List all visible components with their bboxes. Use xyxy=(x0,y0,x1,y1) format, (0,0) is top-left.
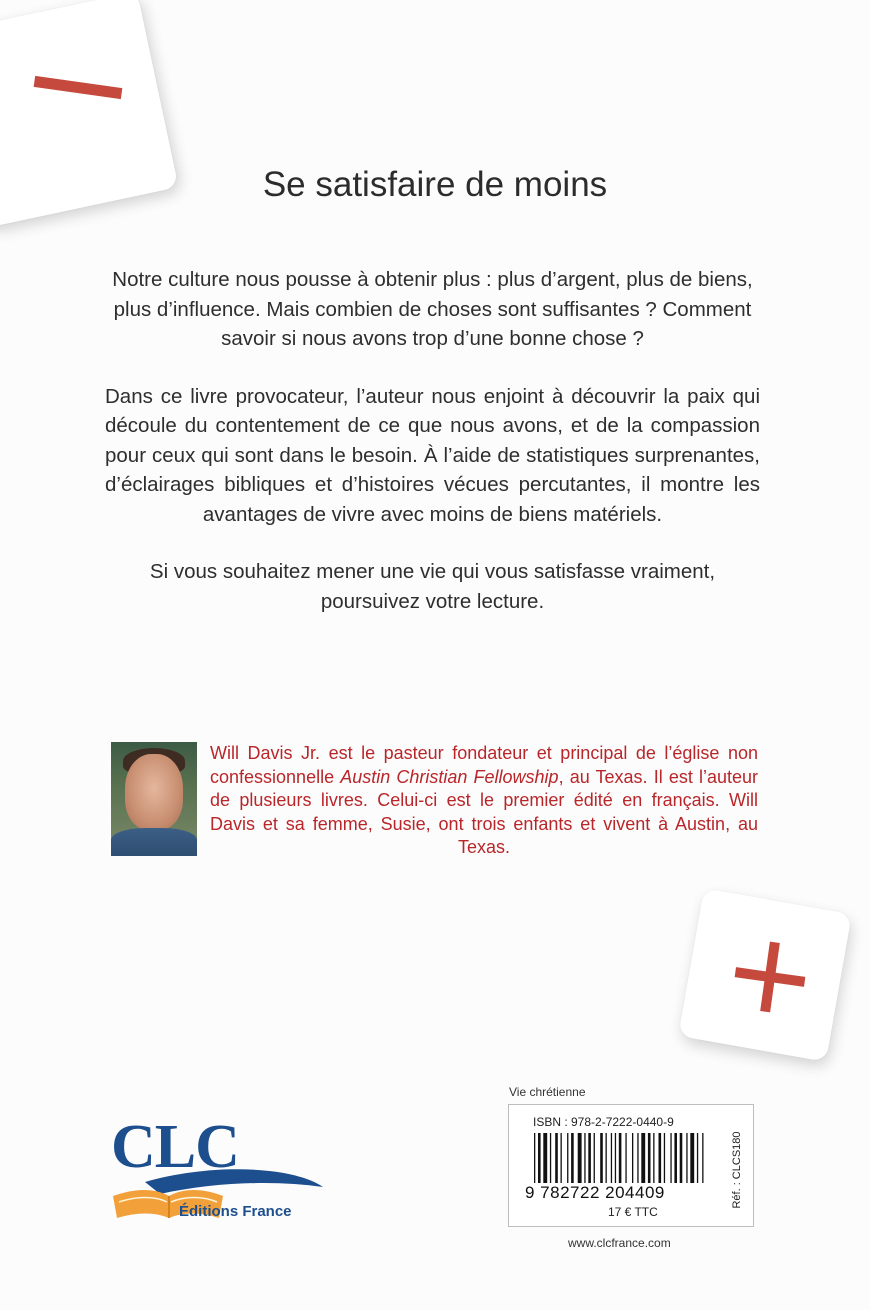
author-bio-part1: Will Davis Jr. est le pasteur fondateur et principal de l’église non confessionnelle xyxy=(210,743,758,787)
reference-code: Réf. : CLCS180 xyxy=(731,1131,743,1209)
barcode-number: 9 782722 204409 xyxy=(525,1183,665,1202)
description-paragraph-1: Notre culture nous pousse à obtenir plus : plus d’argent, plus de biens, plus d’influence. Mais combien de choses sont suffisantes ? Comment savoir si nous avons trop d’une bonne chose ? xyxy=(112,268,753,350)
author-bio-part2: , au Texas. Il est l’auteur de plusieurs livres. Celui-ci est le premier édité en français. Will Davis et sa femme, Susie, ont trois enfants et vivent à Austin, au Texas. xyxy=(210,766,758,857)
author-bio xyxy=(210,742,758,860)
book-title: Se satisfaire de moins xyxy=(262,165,608,204)
isbn: ISBN : 978-2-7222-0440-9 xyxy=(533,1115,674,1129)
price: 17 € TTC xyxy=(608,1205,658,1219)
publisher-logo xyxy=(105,1112,330,1224)
book-description xyxy=(105,265,760,644)
logo-subtitle: Éditions France xyxy=(179,1203,292,1220)
description-paragraph-2: Dans ce livre provocateur, l’auteur nous enjoint à découvrir la paix qui découle du contentement de ce que nous avons, et de la compassion pour ceux qui sont dans le besoin. À l’aide de statistiques surprenantes, d’éclairages bibliques et d’histoires vécues percutantes, il montre les avantages de vivre avec moins de biens matériels. xyxy=(105,384,760,526)
author-photo-face xyxy=(125,754,183,830)
logo-text: CLC xyxy=(111,1113,239,1181)
author-photo-shirt xyxy=(111,828,197,856)
author-photo xyxy=(111,742,197,856)
book-category: Vie chrétienne xyxy=(509,1085,586,1099)
church-name: Austin Christian Fellowship xyxy=(340,766,559,787)
barcode-icon xyxy=(534,1133,709,1183)
description-paragraph-3: Si vous souhaitez mener une vie qui vous satisfasse vraiment, poursuivez votre lecture. xyxy=(149,560,716,613)
publisher-website: www.clcfrance.com xyxy=(568,1236,671,1250)
